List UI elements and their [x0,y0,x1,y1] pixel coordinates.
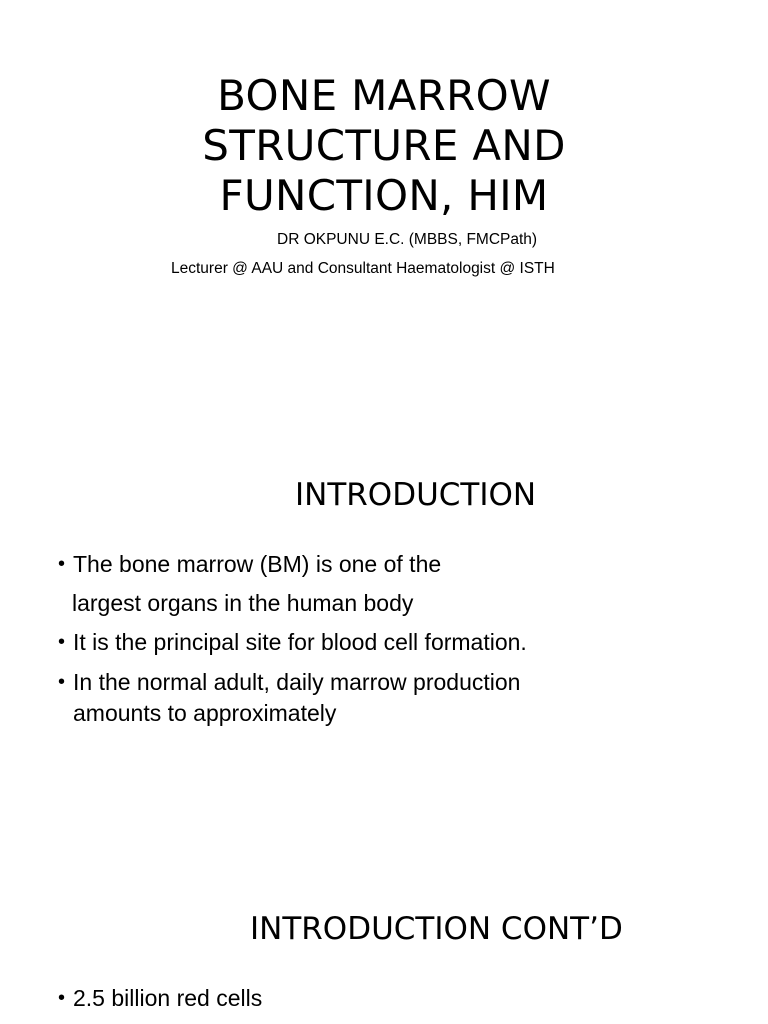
bullet-text: In the normal adult, daily marrow production amounts to approximately [73,669,521,726]
author-credit: DR OKPUNU E.C. (MBBS, FMCPath) [277,231,538,248]
introduction-contd-bullet-list [58,983,678,1014]
bullet-icon: • [58,987,66,1009]
bullet-item [58,627,678,658]
bullet-text: It is the principal site for blood cell formation. [73,629,527,655]
author-affiliation: Lecturer @ AAU and Consultant Haematologist @ ISTH [171,260,555,277]
introduction-heading: INTRODUCTION [295,477,537,513]
title-line-3: FUNCTION, HIM [219,171,549,220]
bullet-text: The bone marrow (BM) is one of the [73,551,442,577]
bullet-icon: • [58,553,66,575]
presentation-title [0,71,768,221]
title-line-2: STRUCTURE AND [202,121,566,170]
title-line-1: BONE MARROW [217,71,551,120]
bullet-text-continuation: largest organs in the human body [72,590,414,616]
bullet-icon: • [58,631,66,653]
bullet-item [58,983,678,1014]
bullet-icon: • [58,671,66,693]
title-block [0,71,768,221]
bullet-item [58,667,678,729]
bullet-item [58,549,678,619]
bullet-text: 2.5 billion red cells [73,985,263,1011]
introduction-bullet-list [58,549,678,729]
introduction-contd-heading: INTRODUCTION CONT’D [250,911,623,947]
